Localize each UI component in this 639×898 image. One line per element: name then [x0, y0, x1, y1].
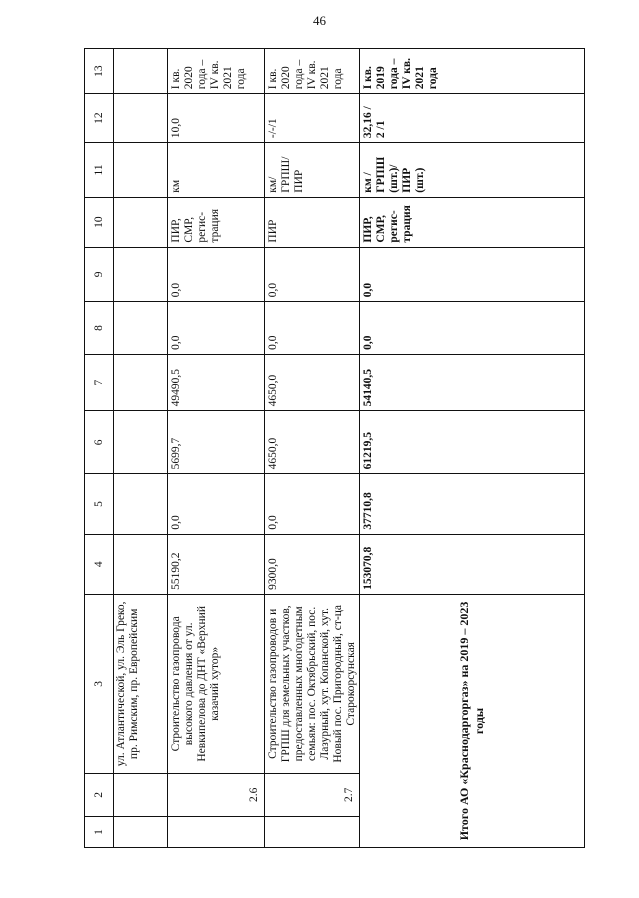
table-cell — [112, 410, 167, 473]
table-header-row — [84, 48, 114, 848]
item-number: 2.7 — [264, 773, 359, 816]
column-number: 11 — [85, 142, 113, 197]
page-number: 46 — [313, 13, 326, 28]
column-number: 7 — [85, 354, 113, 410]
table-cell: 0,0 — [167, 247, 264, 302]
column-number: 1 — [85, 816, 113, 848]
table-cell: 4650,0 — [264, 410, 359, 473]
column-number: 2 — [85, 773, 113, 816]
table-cell — [112, 48, 167, 93]
item-description: Строительство газопроводов и ГРПШ для земельных участков, предоставленных многодетным семьям: пос. Октябрьский, пос. Лазурный, хут. Копанской, хут. Новый пос. Пригородный, ст-ца Старокорсунская — [264, 594, 359, 773]
table-cell — [112, 142, 167, 197]
table-cell: 9300,0 — [264, 534, 359, 594]
total-cell: 37710,8 — [359, 473, 584, 533]
column-number: 3 — [85, 594, 113, 773]
table-cell — [112, 301, 167, 354]
column-number: 8 — [85, 301, 113, 354]
item-number — [112, 773, 167, 816]
total-cell: 32,16 / 2 /1 — [359, 93, 584, 142]
column-number: 5 — [85, 473, 113, 533]
table-cell: 4650,0 — [264, 354, 359, 410]
rotated-table — [84, 48, 584, 848]
table-total-row — [359, 48, 585, 848]
table-cell — [112, 473, 167, 533]
table-cell: 0,0 — [264, 473, 359, 533]
table-row — [167, 48, 265, 848]
table-cell: 0,0 — [264, 301, 359, 354]
column-number: 13 — [85, 48, 113, 93]
total-cell: 0,0 — [359, 301, 584, 354]
table-cell: ПИР, СМР, регис-трация — [167, 197, 264, 247]
table-cell: км — [167, 142, 264, 197]
table-cell: -/-/1 — [264, 93, 359, 142]
item-description: ул. Атлантической, ул. Эль Греко, пр. Римским, пр. Европейским — [112, 594, 167, 773]
total-cell: I кв. 2019 года – IV кв. 2021 года — [359, 48, 584, 93]
column-number: 4 — [85, 534, 113, 594]
table-cell: I кв. 2020 года – IV кв. 2021 года — [167, 48, 264, 93]
table-cell: 55190,2 — [167, 534, 264, 594]
table-cell: I кв. 2020 года – IV кв. 2021 года — [264, 48, 359, 93]
column-number: 6 — [85, 410, 113, 473]
table-cell: ПИР — [264, 197, 359, 247]
total-cell: 0,0 — [359, 247, 584, 302]
table-cell: км/ ГРПШ/ ПИР — [264, 142, 359, 197]
total-cell: 54140,5 — [359, 354, 584, 410]
table-cell — [112, 816, 167, 848]
table-cell: 10,0 — [167, 93, 264, 142]
table-cell — [112, 354, 167, 410]
table-cell — [112, 197, 167, 247]
table-row — [264, 48, 360, 848]
table-cell — [112, 93, 167, 142]
table-cell — [112, 247, 167, 302]
total-cell: км / ГРПШ (шт.)/ ПИР (шт.) — [359, 142, 584, 197]
column-number: 12 — [85, 93, 113, 142]
total-cell: 153070,8 — [359, 534, 584, 594]
table-cell — [167, 816, 264, 848]
total-label: Итого АО «Краснодаргоргаз» на 2019 – 2023 годы — [359, 594, 584, 848]
table-cell: 5699,7 — [167, 410, 264, 473]
table-cell: 49490,5 — [167, 354, 264, 410]
total-cell: 61219,5 — [359, 410, 584, 473]
item-description: Строительство газопровода высокого давления от ул. Невкипелова до ДНТ «Верхний казачий хутор» — [167, 594, 264, 773]
table-cell: 0,0 — [167, 473, 264, 533]
table-row — [112, 48, 168, 848]
item-number: 2.6 — [167, 773, 264, 816]
column-number: 10 — [85, 197, 113, 247]
table-region — [84, 48, 584, 848]
table-cell — [112, 534, 167, 594]
table-cell: 0,0 — [167, 301, 264, 354]
table-cell — [264, 816, 359, 848]
table-cell: 0,0 — [264, 247, 359, 302]
total-cell: ПИР, СМР, регис-трация — [359, 197, 584, 247]
column-number: 9 — [85, 247, 113, 302]
